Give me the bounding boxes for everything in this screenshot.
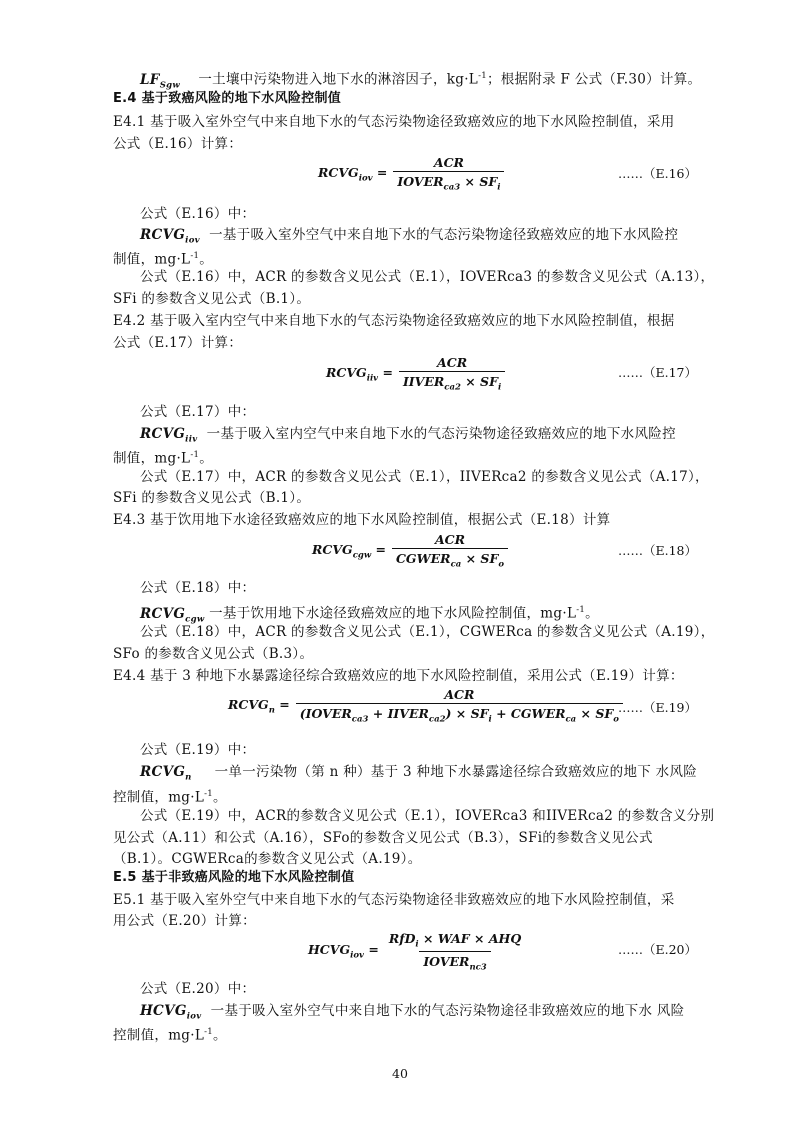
definition-end: 。 (199, 450, 214, 467)
lhs-sub: cgw (352, 550, 372, 560)
num-term: × WAF × AHQ (418, 931, 522, 946)
den-sub: i (497, 382, 502, 393)
symbol-sub: iiv (185, 434, 198, 445)
equation-number-e20: ……（E.20） (618, 942, 698, 957)
equation-e18 (312, 532, 508, 570)
lhs-sub: iov (350, 950, 364, 961)
where-e20: 公式（E.20）中： (140, 981, 256, 997)
symbol-sub: Sgw (159, 80, 180, 91)
symbol-sub: cgw (185, 614, 205, 625)
equation-e19 (228, 687, 623, 725)
symbol-sub: iov (185, 235, 200, 246)
den-sub: ca3 (443, 182, 461, 193)
where-e17: 公式（E.17）中： (140, 404, 256, 420)
fraction (385, 931, 525, 972)
den-term: × SF (461, 551, 499, 566)
den-sub: i (497, 182, 501, 193)
note-e17-line1: 公式（E.17）中，ACR 的参数含义见公式（E.1），IIVERca2 的参数含义见公式（A.17）， (140, 469, 709, 485)
fraction (392, 532, 508, 570)
den-term: × SF (460, 174, 498, 189)
definition-sup: -1 (478, 71, 487, 81)
numerator: ACR (444, 687, 475, 702)
definition-sup: -1 (190, 450, 200, 460)
den-term: + CGWER (491, 706, 566, 721)
den-sub: ca2 (444, 382, 461, 393)
clause-e41-line1: E4.1 基于吸入室外空气中来自地下水的气态污染物途径致癌效应的地下水风险控制值，采用 (113, 114, 675, 130)
symbol-text: LF (140, 71, 160, 88)
definition-end: 。 (213, 789, 227, 806)
definition-sup: -1 (204, 1027, 213, 1037)
definition-text: 制值，mg·L (113, 450, 191, 467)
num-term: RfD (388, 931, 416, 946)
definition-end: 。 (585, 605, 599, 622)
symbol-sub: iov (186, 1011, 202, 1022)
denominator (296, 703, 623, 725)
definition-text: 一基于吸入室内空气中来自地下水的气态污染物途径致癌效应的地下水风险控 (206, 426, 676, 442)
numerator: ACR (433, 155, 464, 170)
note-e18-line2: SFo 的参数含义见公式（B.3）。 (113, 646, 314, 662)
page-number: 40 (392, 1066, 408, 1081)
clause-e42-line2: 公式（E.17）计算： (113, 335, 243, 351)
definition-sup: -1 (204, 789, 213, 799)
definition-text: 一基于吸入室外空气中来自地下水的气态污染物途径致癌效应的地下水风险控 (209, 227, 679, 243)
equation-lhs: $RCVG_{iiv}$ = (326, 364, 393, 383)
definition-text: 一单一污染物（第 n 种）基于 3 种地下水暴露途径综合致癌效应的地下 水风险 (214, 764, 698, 780)
clause-e42-line1: E4.2 基于吸入室内空气中来自地下水的气态污染物途径致癌效应的地下水风险控制值，根据 (113, 313, 675, 329)
definition-text: 制值，mg·L (113, 251, 191, 268)
lhs-text: RCVG (318, 164, 359, 180)
equation-number-e18: ……（E.18） (618, 543, 698, 558)
equation-lhs: $RCVG_{cgw}$ = (312, 541, 386, 560)
equation-e16 (318, 155, 504, 193)
den-term: CGWER (395, 551, 451, 566)
lhs-text: RCVG (228, 696, 269, 712)
definition-end: ；根据附录 F 公式（F.30）计算。 (486, 71, 702, 88)
note-e19-line2: 见公式（A.11）和公式（A.16），SFo的参数含义见公式（B.3），SFi的参数含义见公式 (113, 830, 653, 846)
def-e17-cont (113, 445, 213, 469)
definition-text: 一土壤中污染物进入地下水的淋溶因子，kg·L (198, 71, 479, 88)
denominator (419, 951, 490, 973)
symbol-text: RCVG (140, 426, 186, 442)
den-sub: ca2 (428, 714, 446, 725)
denominator (392, 548, 508, 570)
den-term: IIVER (402, 374, 445, 389)
note-e16-line1: 公式（E.16）中，ACR 的参数含义见公式（E.1），IOVERca3 的参数含义见公式（A.13）， (140, 269, 715, 285)
clause-e41-line2: 公式（E.16）计算： (113, 136, 243, 152)
symbol-text: RCVG (140, 227, 186, 243)
lhs-text: RCVG (326, 364, 367, 380)
symbol-sub: n (185, 772, 192, 783)
definition-text: 控制值，mg·L (113, 789, 205, 806)
den-sub: o (498, 559, 505, 570)
lhs-sub: iov (358, 173, 373, 183)
den-term: × SF (576, 706, 614, 721)
equation-e17 (326, 355, 505, 393)
definition-text: 控制值，mg·L (113, 1027, 205, 1044)
clause-e44: E4.4 基于 3 种地下水暴露途径综合致癌效应的地下水风险控制值，采用公式（E.19）计算： (113, 668, 684, 684)
equation-number-e17: ……（E.17） (618, 365, 698, 380)
numerator: ACR (437, 355, 468, 370)
numerator: ACR (434, 532, 466, 547)
den-sub: i (488, 714, 492, 725)
note-e19-line3: （B.1）。CGWERca的参数含义见公式（A.19）。 (113, 851, 422, 867)
note-e18-line1: 公式（E.18）中，ACR 的参数含义见公式（E.1），CGWERca 的参数含义见公式（A.19）， (140, 624, 715, 640)
definition-end: 。 (199, 251, 214, 268)
den-sub: nc3 (469, 962, 487, 972)
den-term: IOVER (397, 174, 444, 189)
fraction (296, 687, 623, 725)
definition-text: 一基于饮用地下水途径致癌效应的地下水风险控制值，mg·L (209, 605, 577, 622)
where-e19: 公式（E.19）中： (140, 742, 256, 758)
den-sub: ca (450, 559, 462, 570)
definition-sup: -1 (190, 251, 200, 261)
equation-lhs: $RCVG_{iov}$ = (318, 164, 388, 183)
def-e17 (140, 424, 676, 450)
denominator (399, 371, 505, 393)
den-sub: ca3 (351, 714, 369, 725)
clause-e51-line2: 用公式（E.20）计算： (113, 913, 256, 929)
den-term: IOVER (423, 953, 470, 969)
section-heading-e4: E.4 基于致癌风险的地下水风险控制值 (113, 91, 342, 106)
lhs-sub: iiv (366, 373, 379, 383)
def-e16-cont (113, 246, 213, 270)
note-e19-line1: 公式（E.19）中，ACR的参数含义见公式（E.1），IOVERca3 和IIVERca2 的参数含义分别 (140, 808, 715, 824)
section-heading-e5: E.5 基于非致癌风险的地下水风险控制值 (113, 870, 355, 885)
clause-e43: E4.3 基于饮用地下水途径致癌效应的地下水风险控制值，根据公式（E.18）计算 (113, 512, 611, 528)
fraction (399, 355, 505, 393)
note-e16-line2: SFi 的参数含义见公式（B.1）。 (113, 291, 311, 307)
den-term: (IOVER (299, 706, 352, 721)
def-e20-cont (113, 1022, 227, 1046)
equation-e20 (308, 931, 525, 972)
definition-end: 。 (213, 1027, 227, 1044)
symbol-text: HCVG (140, 1003, 187, 1019)
where-e16: 公式（E.16）中： (140, 206, 256, 222)
symbol-text: RCVG (140, 764, 186, 780)
lhs-text: RCVG (312, 541, 353, 557)
definition-sup: -1 (576, 605, 586, 615)
equation-lhs: $RCVG_n$ = (228, 696, 290, 715)
den-sub: o (613, 714, 619, 725)
den-term: + IIVER (368, 706, 429, 721)
denominator (393, 171, 504, 193)
num-sub: i (415, 939, 419, 950)
symbol (140, 71, 180, 91)
def-e16 (140, 225, 678, 251)
where-e18: 公式（E.18）中： (140, 580, 256, 596)
def-e19-cont (113, 784, 227, 808)
equation-number-e16: ……（E.16） (618, 166, 698, 181)
lhs-sub: n (268, 705, 275, 715)
den-term: × SF (460, 374, 498, 389)
definition-text: 一基于吸入室外空气中来自地下水的气态污染物途径非致癌效应的地下水 风险 (210, 1003, 685, 1019)
fraction (393, 155, 504, 193)
equation-lhs: $HCVG_{iov}$ = (308, 942, 379, 961)
clause-e51-line1: E5.1 基于吸入室外空气中来自地下水的气态污染物途径非致癌效应的地下水风险控制值，采 (113, 892, 675, 908)
den-term: ) × SF (445, 706, 489, 721)
numerator (385, 931, 525, 951)
lhs-text: HCVG (308, 942, 351, 958)
equation-number-e19: ……（E.19） (618, 700, 698, 715)
den-sub: ca (565, 714, 577, 725)
symbol-text: RCVG (140, 605, 186, 622)
note-e17-line2: SFi 的参数含义见公式（B.1）。 (113, 490, 311, 506)
